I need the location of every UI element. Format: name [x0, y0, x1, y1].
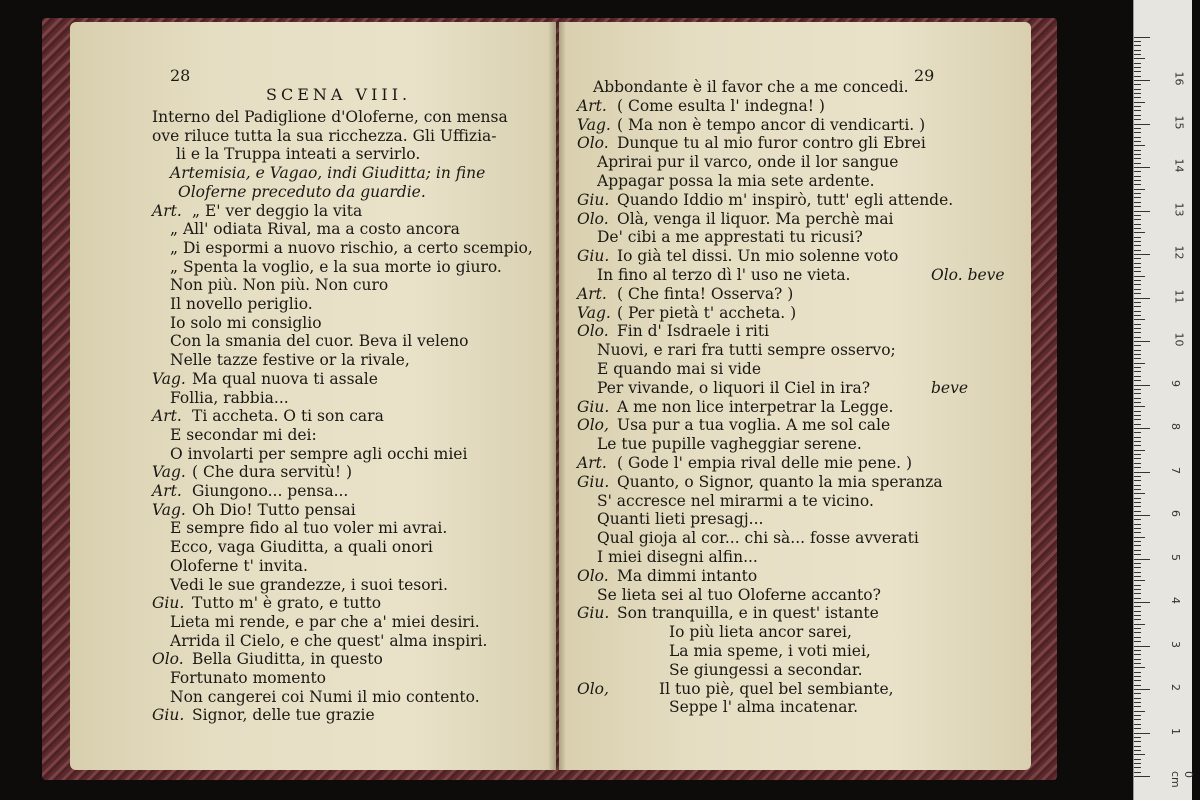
ruler-tick	[1134, 63, 1141, 64]
ruler-tick	[1134, 776, 1150, 777]
ruler-tick	[1134, 302, 1141, 303]
text-line: Vedi le sue grandezze, i suoi tesori.	[170, 575, 448, 594]
ruler-tick	[1134, 402, 1141, 403]
ruler-tick	[1134, 332, 1141, 333]
ruler-tick	[1134, 337, 1141, 338]
ruler-tick	[1134, 393, 1141, 394]
text-line: O involarti per sempre agli occhi miei	[170, 444, 468, 463]
ruler-tick	[1134, 719, 1141, 720]
ruler-tick	[1134, 480, 1141, 481]
ruler-tick	[1134, 354, 1141, 355]
ruler-tick	[1134, 680, 1141, 681]
speaker-label: Giu.	[577, 604, 610, 623]
ruler-tick	[1134, 37, 1150, 38]
ruler-tick	[1134, 124, 1150, 125]
ruler-tick	[1134, 97, 1141, 98]
text-line: ( Per pietà t' accheta. )	[617, 303, 797, 322]
ruler-tick	[1134, 545, 1141, 546]
text-line: Se lieta sei al tuo Oloferne accanto?	[597, 585, 881, 604]
text-line: Dunque tu al mio furor contro gli Ebrei	[617, 134, 926, 153]
speaker-label: Olo,	[577, 416, 609, 435]
speaker-label: Art.	[152, 201, 182, 220]
ruler-tick	[1134, 380, 1141, 381]
text-line: Se giungessi a secondar.	[669, 660, 863, 679]
ruler-tick	[1134, 589, 1141, 590]
ruler-tick	[1134, 215, 1141, 216]
ruler-tick	[1134, 84, 1141, 85]
speaker-label: Giu.	[577, 247, 610, 266]
ruler-tick	[1134, 763, 1141, 764]
text-line: Il novello periglio.	[170, 295, 313, 313]
text-line: Quanti lieti presagj...	[597, 510, 764, 529]
text-line: Non cangerei coi Numi il mio contento.	[170, 687, 480, 706]
ruler-tick	[1134, 532, 1141, 533]
ruler-label: 12	[1172, 245, 1186, 260]
page-number: 29	[914, 66, 935, 85]
text-line: ( Che dura servitù! )	[192, 463, 353, 482]
ruler-label: 5	[1169, 553, 1182, 561]
text-line: „ Di espormi a nuovo rischio, a certo scempio,	[170, 238, 533, 257]
ruler-tick	[1134, 154, 1141, 155]
text-line: S' accresce nel mirarmi a te vicino.	[597, 491, 874, 510]
ruler-tick	[1134, 750, 1141, 751]
ruler-tick	[1134, 189, 1145, 190]
text-line: Abbondante è il favor che a me concedi.	[593, 78, 909, 96]
ruler-tick	[1134, 493, 1145, 494]
ruler-tick	[1134, 137, 1141, 138]
text-line: ( Che finta! Osserva? )	[617, 284, 794, 303]
ruler-tick	[1134, 367, 1141, 368]
ruler-tick	[1134, 502, 1141, 503]
ruler-tick	[1134, 667, 1145, 668]
ruler-tick	[1134, 458, 1141, 459]
ruler-tick	[1134, 515, 1150, 516]
text-line: Io solo mi consiglio	[170, 313, 322, 332]
ruler-tick	[1134, 163, 1141, 164]
ruler-label: 1	[1169, 727, 1182, 735]
ruler-tick	[1134, 71, 1141, 72]
text-line: Giungono... pensa...	[192, 482, 349, 500]
ruler-tick	[1134, 428, 1150, 429]
text-line: Oloferne preceduto da guardie.	[178, 182, 426, 201]
stage-direction: Olo. beve	[931, 266, 1005, 284]
ruler-tick	[1134, 685, 1141, 686]
ruler-tick	[1134, 197, 1141, 198]
speaker-label: Olo.	[577, 209, 609, 228]
ruler-tick	[1134, 663, 1141, 664]
speaker-label: Giu.	[577, 190, 610, 209]
ruler-tick	[1134, 232, 1145, 233]
ruler-tick	[1134, 463, 1141, 464]
ruler-tick	[1134, 467, 1141, 468]
ruler-tick	[1134, 263, 1141, 264]
speaker-label: Art.	[577, 96, 607, 115]
ruler-tick	[1134, 280, 1141, 281]
ruler-tick	[1134, 585, 1141, 586]
speaker-label: Olo.	[152, 650, 184, 669]
ruler-tick	[1134, 41, 1141, 42]
ruler-tick	[1134, 432, 1141, 433]
ruler-tick	[1134, 45, 1141, 46]
ruler-tick	[1134, 576, 1141, 577]
ruler-tick	[1134, 767, 1141, 768]
text-line: Quando Iddio m' inspirò, tutt' egli attende.	[617, 190, 954, 209]
text-line: De' cibi a me apprestati tu ricusi?	[597, 228, 863, 247]
ruler-tick	[1134, 284, 1141, 285]
ruler-tick	[1134, 693, 1141, 694]
text-line: Oloferne t' invita.	[170, 556, 308, 575]
text-line: ( Gode l' empia rival delle mie pene. )	[617, 454, 913, 472]
ruler-tick	[1134, 632, 1141, 633]
ruler-tick	[1134, 654, 1141, 655]
speaker-label: Art.	[152, 407, 182, 426]
ruler-tick	[1134, 728, 1141, 729]
ruler-tick	[1134, 224, 1141, 225]
ruler-label: 10	[1172, 332, 1186, 347]
ruler-tick	[1134, 698, 1141, 699]
text-line: Son tranquilla, e in quest' istante	[617, 604, 879, 623]
text-line: Fin d' Isdraele i riti	[617, 322, 770, 341]
ruler-tick	[1134, 119, 1141, 120]
ruler-label: 0 cm	[1169, 771, 1195, 788]
ruler-tick	[1134, 345, 1141, 346]
text-line: A me non lice interpetrar la Legge.	[617, 397, 894, 416]
speaker-label: Olo.	[577, 134, 609, 153]
text-line: Follia, rabbia...	[170, 388, 289, 407]
ruler-tick	[1134, 158, 1141, 159]
text-line: Appagar possa la mia sete ardente.	[597, 172, 875, 190]
text-line: Ma dimmi intanto	[617, 566, 758, 585]
ruler-tick	[1134, 472, 1150, 473]
ruler-tick	[1134, 67, 1141, 68]
ruler-tick	[1134, 659, 1141, 660]
ruler-tick	[1134, 637, 1141, 638]
ruler-tick	[1134, 80, 1150, 81]
text-line: Io più lieta ancor sarei,	[669, 623, 852, 642]
text-line: La mia speme, i voti miei,	[669, 642, 871, 660]
speaker-label: Giu.	[577, 472, 610, 491]
text-line: Le tue pupille vagheggiar serene.	[597, 435, 862, 454]
text-line: Arrida il Cielo, e che quest' alma inspiri.	[170, 631, 488, 650]
ruler-tick	[1134, 58, 1145, 59]
ruler-tick	[1134, 311, 1141, 312]
stage-direction: beve	[931, 378, 969, 397]
speaker-label: Giu.	[152, 594, 185, 613]
ruler-tick	[1134, 324, 1141, 325]
ruler-tick	[1134, 132, 1141, 133]
text-line: Tutto m' è grato, e tutto	[192, 594, 382, 613]
speaker-label: Art.	[577, 454, 607, 472]
ruler-tick	[1134, 528, 1141, 529]
ruler-tick	[1134, 498, 1141, 499]
text-line: ( Come esulta l' indegna! )	[617, 96, 825, 115]
ruler-tick	[1134, 619, 1141, 620]
text-line: „ E' ver deggio la vita	[192, 201, 363, 220]
text-line: Ti accheta. O ti son cara	[192, 407, 384, 426]
ruler-tick	[1134, 733, 1150, 734]
ruler-tick	[1134, 715, 1141, 716]
ruler-tick	[1134, 524, 1141, 525]
ruler-tick	[1134, 371, 1141, 372]
ruler-tick	[1134, 298, 1150, 299]
ruler-tick	[1134, 606, 1141, 607]
ruler-tick	[1134, 89, 1141, 90]
ruler-tick	[1134, 363, 1145, 364]
ruler-tick	[1134, 489, 1141, 490]
ruler-tick	[1134, 511, 1141, 512]
ruler-label: 4	[1169, 597, 1182, 604]
ruler-tick	[1134, 711, 1145, 712]
text-line: „ All' odiata Rival, ma a costo ancora	[170, 220, 460, 239]
ruler-label: 9	[1169, 379, 1182, 387]
ruler-tick	[1134, 258, 1141, 259]
ruler-tick	[1134, 167, 1150, 168]
ruler-tick	[1134, 554, 1141, 555]
ruler-tick	[1134, 572, 1141, 573]
ruler-tick	[1134, 650, 1141, 651]
ruler-tick	[1134, 580, 1145, 581]
ruler-tick	[1134, 406, 1145, 407]
ruler-tick	[1134, 559, 1150, 560]
ruler-label: 13	[1172, 202, 1186, 216]
ruler-tick	[1134, 128, 1141, 129]
ruler-tick	[1134, 202, 1141, 203]
ruler-tick	[1134, 689, 1150, 690]
speaker-label: Art.	[152, 482, 182, 500]
ruler-tick	[1134, 624, 1145, 625]
text-line: ove riluce tutta la sua ricchezza. Gli Uffizia-	[152, 126, 497, 145]
ruler-tick	[1134, 237, 1141, 238]
ruler-tick	[1134, 376, 1141, 377]
ruler-tick	[1134, 724, 1141, 725]
speaker-label: Vag.	[152, 369, 186, 388]
ruler-tick	[1134, 271, 1141, 272]
measuring-ruler	[1133, 0, 1195, 800]
ruler-tick	[1134, 737, 1141, 738]
ruler-tick	[1134, 245, 1141, 246]
ruler-tick	[1134, 398, 1141, 399]
ruler-tick	[1134, 319, 1145, 320]
text-line: Io già tel dissi. Un mio solenne voto	[617, 247, 899, 266]
ruler-tick	[1134, 441, 1141, 442]
ruler-tick	[1134, 389, 1141, 390]
speaker-label: Olo,	[577, 679, 609, 698]
text-line: Bella Giuditta, in questo	[192, 650, 383, 669]
ruler-tick	[1134, 115, 1141, 116]
ruler-tick	[1134, 54, 1141, 55]
text-line: E secondar mi dei:	[170, 425, 317, 444]
text-line: Quanto, o Signor, quanto la mia speranza	[617, 472, 943, 491]
speaker-label: Olo.	[577, 566, 609, 585]
speaker-label: Olo.	[577, 322, 609, 341]
ruler-tick	[1134, 615, 1141, 616]
ruler-tick	[1134, 741, 1141, 742]
page-number: 28	[170, 66, 191, 85]
text-line: Non più. Non più. Non curo	[170, 276, 389, 295]
ruler-tick	[1134, 746, 1141, 747]
ruler-tick	[1134, 646, 1150, 647]
text-line: Artemisia, e Vagao, indi Giuditta; in fine	[170, 164, 486, 183]
ruler-tick	[1134, 641, 1141, 642]
text-line: Lieta mi rende, e par che a' miei desiri.	[170, 612, 480, 631]
ruler-tick	[1134, 706, 1141, 707]
ruler-tick	[1134, 358, 1141, 359]
book-gutter	[548, 22, 566, 770]
text-line: In fino al terzo dì l' uso ne vieta.	[597, 266, 851, 284]
speaker-label: Vag.	[152, 500, 186, 519]
text-line: Nelle tazze festive or la rivale,	[170, 351, 410, 370]
ruler-tick	[1134, 110, 1141, 111]
right-page	[559, 22, 1031, 770]
ruler-tick	[1134, 315, 1141, 316]
ruler-tick	[1134, 171, 1141, 172]
ruler-tick	[1134, 341, 1150, 342]
ruler-tick	[1134, 598, 1141, 599]
ruler-label: 7	[1169, 466, 1182, 474]
text-line: Fortunato momento	[170, 669, 327, 687]
ruler-tick	[1134, 550, 1141, 551]
ruler-tick	[1134, 180, 1141, 181]
ruler-tick	[1134, 184, 1141, 185]
ruler-tick	[1134, 50, 1141, 51]
ruler-tick	[1134, 519, 1141, 520]
ruler-tick	[1134, 450, 1145, 451]
ruler-tick	[1134, 350, 1141, 351]
text-line: Ma qual nuova ti assale	[192, 369, 378, 388]
ruler-tick	[1134, 306, 1141, 307]
ruler-tick	[1134, 437, 1141, 438]
ruler-tick	[1134, 141, 1141, 142]
ruler-tick	[1134, 541, 1141, 542]
speaker-label: Giu.	[577, 397, 610, 416]
ruler-tick	[1134, 419, 1141, 420]
ruler-label: 6	[1169, 510, 1182, 517]
text-line: Signor, delle tue grazie	[192, 706, 375, 725]
ruler-label: 16	[1172, 71, 1186, 86]
ruler-tick	[1134, 206, 1141, 207]
ruler-label: 14	[1172, 158, 1186, 173]
ruler-tick	[1134, 672, 1141, 673]
text-line: Interno del Padiglione d'Oloferne, con mensa	[152, 108, 508, 126]
ruler-tick	[1134, 228, 1141, 229]
speaker-label: Vag.	[577, 303, 611, 322]
ruler-tick	[1134, 415, 1141, 416]
ruler-tick	[1134, 537, 1145, 538]
ruler-label: 2	[1169, 684, 1182, 691]
ruler-label: 15	[1172, 115, 1186, 129]
ruler-tick	[1134, 106, 1141, 107]
text-line: Il tuo piè, quel bel sembiante,	[659, 679, 894, 698]
speaker-label: Art.	[577, 284, 607, 303]
ruler-tick	[1134, 76, 1141, 77]
ruler-tick	[1134, 424, 1141, 425]
ruler-tick	[1134, 102, 1145, 103]
text-line: Ecco, vaga Giuditta, a quali onori	[170, 538, 433, 557]
ruler-tick	[1134, 276, 1145, 277]
text-line: Qual gioja al cor... chi sà... fosse avverati	[597, 529, 919, 548]
ruler-tick	[1134, 593, 1141, 594]
ruler-tick	[1134, 611, 1141, 612]
ruler-tick	[1134, 759, 1141, 760]
ruler-tick	[1134, 254, 1150, 255]
ruler-tick	[1134, 754, 1145, 755]
ruler-tick	[1134, 93, 1141, 94]
ruler-label: 3	[1169, 640, 1182, 648]
text-line: E sempre fido al tuo voler mi avrai.	[170, 519, 448, 538]
text-line: „ Spenta la voglio, e la sua morte io giuro.	[170, 257, 502, 276]
scene-title: SCENA VIII.	[266, 85, 412, 104]
ruler-label: 8	[1169, 423, 1182, 430]
text-line: Olà, venga il liquor. Ma perchè mai	[617, 209, 894, 228]
ruler-tick	[1134, 567, 1141, 568]
ruler-tick	[1134, 411, 1141, 412]
speaker-label: Giu.	[152, 706, 185, 725]
text-line: Con la smania del cuor. Beva il veleno	[170, 332, 469, 351]
ruler-tick	[1134, 176, 1141, 177]
ruler-tick	[1134, 328, 1141, 329]
ruler-tick	[1134, 250, 1141, 251]
text-line: Nuovi, e rari fra tutti sempre osservo;	[597, 341, 896, 360]
text-line: li e la Truppa inteati a servirlo.	[176, 145, 421, 164]
ruler-tick	[1134, 628, 1141, 629]
ruler-tick	[1134, 267, 1141, 268]
ruler-tick	[1134, 385, 1150, 386]
ruler-tick	[1134, 241, 1141, 242]
left-page	[70, 22, 556, 770]
text-line: Seppe l' alma incatenar.	[669, 698, 859, 717]
ruler-tick	[1134, 506, 1141, 507]
ruler-tick	[1134, 772, 1141, 773]
ruler-tick	[1134, 219, 1141, 220]
ruler-tick	[1134, 150, 1141, 151]
speaker-label: Vag.	[577, 115, 611, 134]
text-line: Oh Dio! Tutto pensai	[192, 500, 356, 519]
text-line: Aprirai pur il varco, onde il lor sangue	[597, 153, 899, 172]
ruler-tick	[1134, 702, 1141, 703]
ruler-tick	[1134, 293, 1141, 294]
ruler-tick	[1134, 211, 1150, 212]
text-line: ( Ma non è tempo ancor di vendicarti. )	[617, 115, 926, 134]
ruler-tick	[1134, 476, 1141, 477]
speaker-label: Vag.	[152, 463, 186, 482]
ruler-tick	[1134, 485, 1141, 486]
ruler-tick	[1134, 602, 1150, 603]
ruler-label: 11	[1172, 289, 1186, 303]
ruler-tick	[1134, 676, 1141, 677]
text-line: I miei disegni alfin...	[597, 548, 758, 566]
ruler-tick	[1134, 145, 1145, 146]
text-line: Per vivande, o liquori il Ciel in ira?	[597, 378, 871, 397]
ruler-tick	[1134, 563, 1141, 564]
ruler-tick	[1134, 445, 1141, 446]
ruler-tick	[1134, 193, 1141, 194]
ruler-tick	[1134, 454, 1141, 455]
ruler-tick	[1134, 289, 1141, 290]
text-line: E quando mai si vide	[597, 360, 762, 378]
text-line: Usa pur a tua voglia. A me sol cale	[617, 416, 891, 435]
